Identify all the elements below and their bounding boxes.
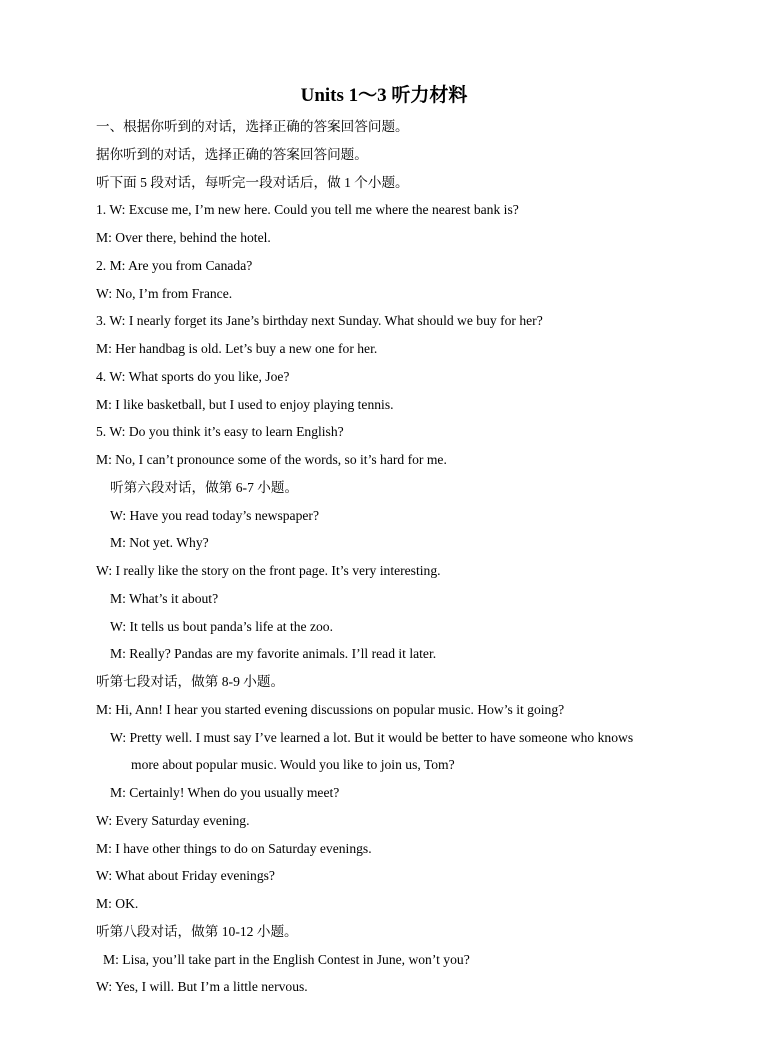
dialogue-line: M: Not yet. Why?: [110, 535, 209, 551]
dialogue-line: M: OK.: [96, 896, 139, 911]
instruction-line: 据你听到的对话，选择正确的答案回答问题。: [96, 146, 368, 162]
instruction-line: 听第七段对话，做第 8-9 小题。: [96, 674, 285, 689]
section-heading: 一、根据你听到的对话，选择正确的答案回答问题。: [96, 119, 409, 134]
dialogue-line: M: What’s it about?: [110, 590, 219, 606]
dialogue-line: M: Certainly! When do you usually meet?: [110, 785, 340, 800]
transcript-body: [0, 113, 768, 1001]
instruction-line: 听下面 5 段对话，每听完一段对话后，做 1 个小题。: [96, 174, 409, 190]
instruction-line: 听第八段对话，做第 10-12 小题。: [96, 923, 298, 939]
dialogue-line: M: I like basketball, but I used to enjoy playing tennis.: [96, 396, 394, 412]
dialogue-line: 5. W: Do you think it’s easy to learn English?: [96, 424, 344, 440]
dialogue-line: M: No, I can’t pronounce some of the words, so it’s hard for me.: [96, 452, 447, 467]
dialogue-line: M: Her handbag is old. Let’s buy a new one for her.: [96, 341, 378, 356]
dialogue-line: M: Hi, Ann! I hear you started evening discussions on popular music. How’s it going?: [96, 701, 565, 717]
dialogue-line: M: Lisa, you’ll take part in the English Contest in June, won’t you?: [103, 951, 470, 967]
dialogue-line: W: What about Friday evenings?: [96, 868, 275, 884]
dialogue-line: 2. M: Are you from Canada?: [96, 257, 253, 273]
dialogue-line: W: Pretty well. I must say I’ve learned a lot. But it would be better to have someone who knows: [110, 729, 634, 745]
dialogue-line: W: No, I’m from France.: [96, 285, 233, 301]
dialogue-line: M: I have other things to do on Saturday evenings.: [96, 840, 372, 856]
dialogue-line: 4. W: What sports do you like, Joe?: [96, 368, 290, 384]
instruction-line: 听第六段对话，做第 6-7 小题。: [110, 479, 299, 495]
dialogue-line: W: Yes, I will. But I’m a little nervous.: [96, 979, 308, 995]
dialogue-line: M: Really? Pandas are my favorite animals. I’ll read it later.: [110, 646, 437, 662]
dialogue-line: 3. W: I nearly forget its Jane’s birthday next Sunday. What should we buy for her?: [96, 313, 543, 329]
dialogue-line: 1. W: Excuse me, I’m new here. Could you tell me where the nearest bank is?: [96, 202, 519, 218]
dialogue-line-continuation: more about popular music. Would you like to join us, Tom?: [131, 757, 455, 773]
page-title: Units 1～3 听力材料: [300, 85, 468, 106]
dialogue-line: W: It tells us bout panda’s life at the zoo.: [110, 618, 333, 634]
dialogue-line: W: I really like the story on the front page. It’s very interesting.: [96, 563, 441, 578]
dialogue-line: M: Over there, behind the hotel.: [96, 230, 271, 245]
dialogue-line: W: Every Saturday evening.: [96, 812, 250, 828]
dialogue-line: W: Have you read today’s newspaper?: [110, 507, 319, 523]
